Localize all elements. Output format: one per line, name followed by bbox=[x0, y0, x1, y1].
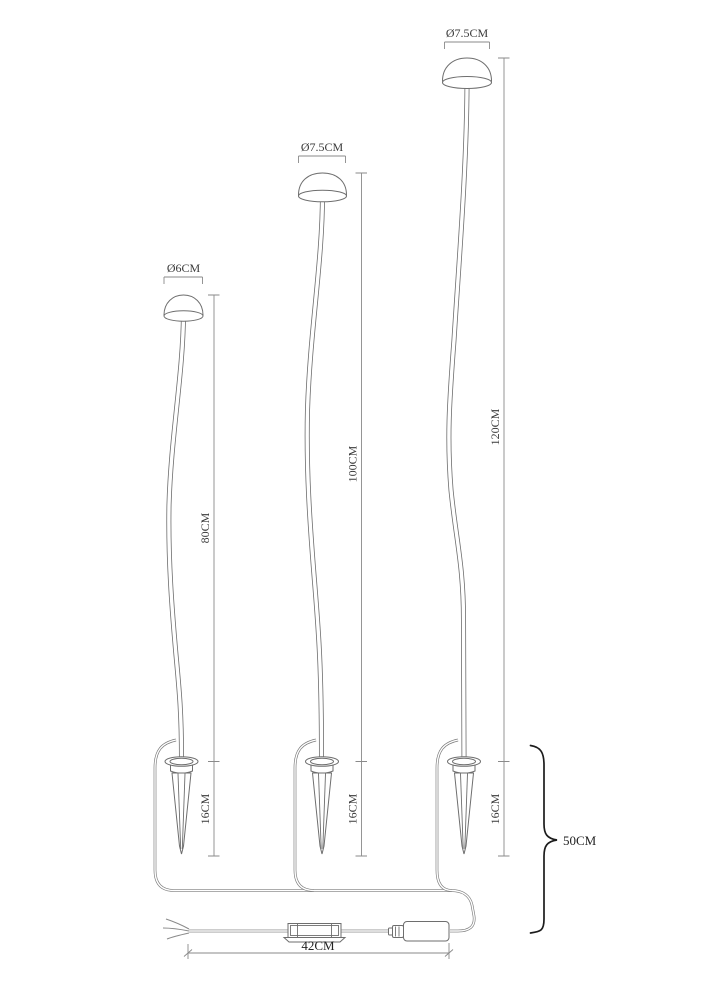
supply-cord bbox=[163, 919, 393, 939]
cable-length-label: 42CM bbox=[301, 938, 335, 953]
medium-lamp-ground-spike bbox=[306, 757, 339, 854]
medium-lamp-spike-label: 16CM bbox=[345, 793, 360, 825]
medium-lamp-head bbox=[299, 173, 347, 202]
large-lamp-head bbox=[443, 58, 492, 89]
small-lamp-pole bbox=[169, 314, 184, 758]
small-lamp-height-dimension bbox=[198, 295, 220, 856]
plug-connector bbox=[389, 922, 450, 942]
small-lamp-spike-label: 16CM bbox=[198, 793, 212, 825]
medium-lamp-height-dimension bbox=[346, 173, 368, 856]
medium-lamp-height-label: 100CM bbox=[345, 445, 360, 483]
spacing-label: 50CM bbox=[563, 833, 597, 848]
large-lamp-diameter-dimension bbox=[445, 26, 490, 49]
large-lamp-ground-spike bbox=[448, 757, 481, 854]
large-lamp-diameter-label: Ø7.5CM bbox=[445, 26, 489, 40]
medium-lamp-diameter-dimension bbox=[299, 140, 346, 163]
small-lamp-height-label: 80CM bbox=[198, 512, 212, 544]
large-lamp-height-dimension bbox=[488, 58, 510, 856]
large-lamp-height-label: 120CM bbox=[488, 408, 502, 446]
small-lamp-diameter-dimension bbox=[164, 261, 203, 284]
small-lamp-ground-spike bbox=[165, 757, 198, 854]
bare-wire-ends bbox=[163, 919, 189, 939]
curly-brace bbox=[531, 746, 558, 934]
large-lamp-spike-label: 16CM bbox=[488, 793, 502, 825]
large-lamp-pole bbox=[449, 86, 467, 758]
medium-lamp-diameter-label: Ø7.5CM bbox=[300, 140, 344, 154]
medium-lamp-pole bbox=[307, 194, 322, 758]
small-lamp-diameter-label: Ø6CM bbox=[166, 261, 201, 275]
small-lamp-head bbox=[164, 295, 203, 321]
spacing-brace-dimension bbox=[531, 746, 597, 934]
